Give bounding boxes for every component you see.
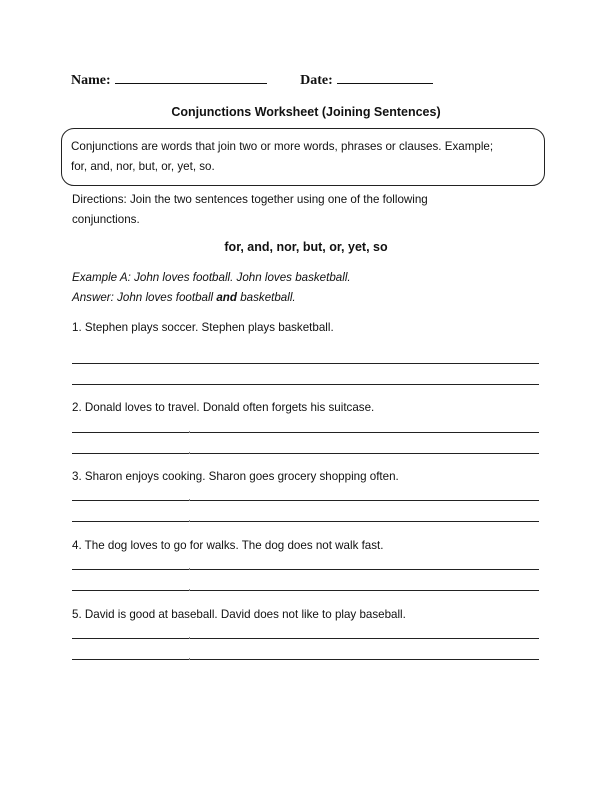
directions: [72, 190, 542, 230]
question-2: 2. Donald loves to travel. Donald often forgets his suitcase.: [72, 401, 375, 414]
question-4: 4. The dog loves to go for walks. The dog does not walk fast.: [72, 539, 384, 552]
name-blank[interactable]: [115, 72, 267, 84]
line-tick: [189, 499, 190, 501]
answer-line-5b[interactable]: [72, 659, 539, 660]
name-label: Name:: [71, 73, 111, 88]
answer-line-4b[interactable]: [72, 590, 539, 591]
question-5: 5. David is good at baseball. David does not like to play baseball.: [72, 608, 406, 621]
line-tick: [189, 568, 190, 570]
answer-line-1b[interactable]: [72, 384, 539, 385]
line-tick: [189, 452, 190, 454]
definition-box: [61, 128, 545, 186]
question-3: 3. Sharon enjoys cooking. Sharon goes grocery shopping often.: [72, 470, 399, 483]
date-label: Date:: [300, 73, 333, 88]
date-blank[interactable]: [337, 72, 433, 84]
answer-line-4a[interactable]: [72, 569, 539, 570]
answer-line-2a[interactable]: [72, 432, 539, 433]
example-block: [72, 268, 351, 308]
line-tick: [189, 658, 190, 660]
worksheet-title: Conjunctions Worksheet (Joining Sentences): [171, 105, 441, 119]
example-answer-suffix: basketball.: [236, 291, 296, 304]
example-answer: [72, 288, 351, 308]
question-1: 1. Stephen plays soccer. Stephen plays basketball.: [72, 321, 334, 334]
date-field: [300, 72, 433, 89]
answer-line-2b[interactable]: [72, 453, 539, 454]
directions-line-1: Directions: Join the two sentences together using one of the following: [72, 193, 428, 206]
example-answer-conjunction: and: [216, 291, 237, 304]
directions-line-2: conjunctions.: [72, 213, 140, 226]
line-tick: [189, 637, 190, 639]
example-answer-prefix: Answer: John loves football: [72, 291, 217, 304]
header-row: [71, 72, 433, 89]
answer-line-3b[interactable]: [72, 521, 539, 522]
line-tick: [189, 431, 190, 433]
example-sentence: Example A: John loves football. John loves basketball.: [72, 271, 351, 284]
answer-line-3a[interactable]: [72, 500, 539, 501]
answer-line-1a[interactable]: [72, 363, 539, 364]
line-tick: [189, 589, 190, 591]
definition-line-1: Conjunctions are words that join two or more words, phrases or clauses. Example;: [71, 140, 494, 153]
name-field: [71, 72, 267, 89]
conjunction-list: for, and, nor, but, or, yet, so: [224, 240, 388, 254]
line-tick: [189, 520, 190, 522]
definition-line-2: for, and, nor, but, or, yet, so.: [71, 160, 215, 173]
answer-line-5a[interactable]: [72, 638, 539, 639]
